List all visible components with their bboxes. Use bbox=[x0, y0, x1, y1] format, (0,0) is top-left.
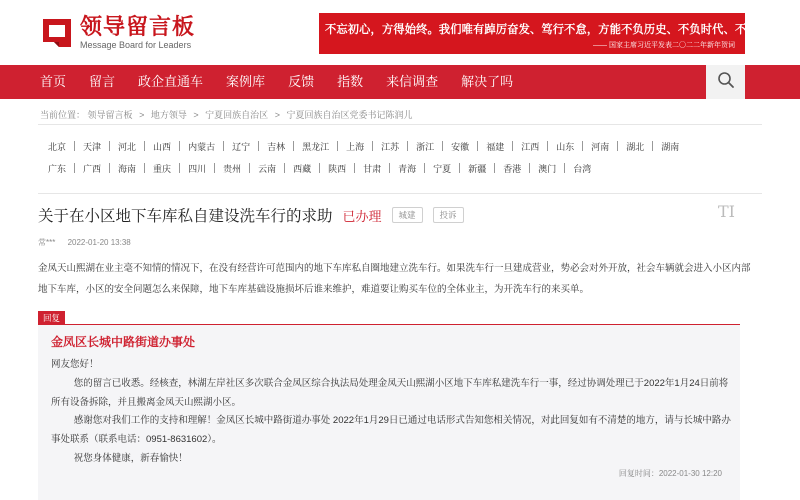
region-link[interactable]: 安徽 bbox=[451, 141, 470, 152]
region-link[interactable]: 湖北 bbox=[626, 141, 645, 152]
font-size-toggle[interactable]: TI bbox=[718, 202, 735, 221]
region-link[interactable]: 海南 bbox=[118, 163, 137, 174]
main-nav bbox=[0, 65, 800, 99]
region-link[interactable]: 广东 bbox=[48, 163, 67, 174]
banner-source: —— 国家主席习近平发表二〇二二年新年贺词 bbox=[593, 42, 735, 49]
site-logo[interactable] bbox=[40, 16, 195, 50]
reply-org: 金凤区长城中路街道办事处 bbox=[51, 335, 196, 349]
status-badge: 已办理 bbox=[342, 208, 382, 224]
top-header bbox=[0, 0, 800, 65]
nav-item-enterprise[interactable]: 政企直通车 bbox=[138, 74, 204, 89]
region-link[interactable]: 天津 bbox=[83, 141, 102, 152]
region-link[interactable]: 黑龙江 bbox=[302, 141, 330, 152]
region-link[interactable]: 四川 bbox=[188, 163, 207, 174]
nav-item-message[interactable]: 留言 bbox=[89, 74, 116, 89]
breadcrumb-separator: > bbox=[274, 110, 280, 120]
region-link[interactable]: 西藏 bbox=[293, 163, 312, 174]
message-title-row bbox=[38, 204, 464, 226]
nav-item-survey[interactable]: 来信调查 bbox=[386, 74, 439, 89]
logo-title: 领导留言板 bbox=[80, 14, 196, 39]
divider bbox=[38, 124, 762, 125]
message-body: 金凤天山熙湖在业主毫不知情的情况下，在没有经营许可范围内的地下车库私自圈地建立洗车行。如果洗车行一旦建成营业，势必会对外开放，社会车辆就会进入小区内部地下车库，小区的安全问题怎么来保障，地下车库基础设施损坏后谁来维护，难道要让购买车位的全体业主，为开洗车行的来买单。 bbox=[38, 263, 751, 295]
region-link[interactable]: 香港 bbox=[503, 163, 522, 174]
search-button[interactable] bbox=[706, 65, 745, 99]
region-link[interactable]: 甘肃 bbox=[363, 163, 382, 174]
type-tag[interactable]: 投诉 bbox=[433, 207, 464, 223]
message-title: 关于在小区地下车库私自建设洗车行的求助 bbox=[38, 208, 333, 225]
search-icon bbox=[717, 71, 735, 94]
reply-paragraph: 您的留言已收悉。经核查，林湖左岸社区多次联合金凤区综合执法局处理金凤天山熙湖小区地下车库私建洗车行一事，经过协调处理已于2022年1月24日前将所有设备拆除，并且搬离金凤天山熙湖小区。 bbox=[51, 377, 729, 408]
region-link[interactable]: 广西 bbox=[83, 163, 102, 174]
region-link[interactable]: 福建 bbox=[486, 141, 505, 152]
region-link[interactable]: 台湾 bbox=[573, 163, 592, 174]
region-link[interactable]: 新疆 bbox=[468, 163, 487, 174]
region-link[interactable]: 江苏 bbox=[381, 141, 400, 152]
region-selector bbox=[38, 135, 762, 185]
breadcrumb-item[interactable]: 地方领导 bbox=[150, 110, 187, 120]
reply-box bbox=[38, 325, 740, 500]
reply-body bbox=[51, 356, 731, 469]
nav-item-cases[interactable]: 案例库 bbox=[226, 74, 266, 89]
reply-time: 回复时间：2022-01-30 12:20 bbox=[618, 469, 722, 478]
region-link[interactable]: 山西 bbox=[153, 141, 172, 152]
region-link[interactable]: 湖南 bbox=[661, 141, 680, 152]
nav-item-feedback[interactable]: 反馈 bbox=[288, 74, 315, 89]
divider bbox=[38, 193, 762, 194]
breadcrumb bbox=[40, 108, 412, 121]
breadcrumb-item[interactable]: 领导留言板 bbox=[87, 110, 133, 120]
category-tag[interactable]: 城建 bbox=[392, 207, 423, 223]
region-link[interactable]: 北京 bbox=[48, 141, 67, 152]
region-link[interactable]: 山东 bbox=[556, 141, 575, 152]
region-link[interactable]: 上海 bbox=[346, 141, 365, 152]
banner-slogan: 不忘初心，方得始终。我们唯有踔厉奋发、笃行不怠，方能不负历史、不负时代、不负人民。 bbox=[325, 24, 792, 36]
message-meta bbox=[38, 237, 131, 248]
nav-item-index[interactable]: 指数 bbox=[337, 74, 364, 89]
region-row bbox=[38, 157, 591, 179]
breadcrumb-separator: > bbox=[193, 110, 199, 120]
nav-item-resolved[interactable]: 解决了吗 bbox=[461, 74, 514, 89]
region-link[interactable]: 河北 bbox=[118, 141, 137, 152]
breadcrumb-item[interactable]: 宁夏回族自治区 bbox=[205, 110, 269, 120]
region-link[interactable]: 宁夏 bbox=[433, 163, 452, 174]
logo-subtitle: Message Board for Leaders bbox=[80, 40, 192, 50]
post-date: 2022-01-20 13:38 bbox=[67, 238, 131, 247]
region-link[interactable]: 重庆 bbox=[153, 163, 172, 174]
region-link[interactable]: 江西 bbox=[521, 141, 540, 152]
author: 常*** bbox=[38, 238, 56, 247]
breadcrumb-prefix: 当前位置： bbox=[40, 110, 86, 120]
breadcrumb-separator: > bbox=[139, 110, 145, 120]
reply-greeting: 网友您好！ bbox=[51, 359, 99, 370]
region-row bbox=[38, 135, 679, 157]
region-link[interactable]: 辽宁 bbox=[232, 141, 251, 152]
reply-label: 回复 bbox=[38, 311, 65, 325]
slogan-banner bbox=[319, 13, 792, 54]
breadcrumb-item[interactable]: 宁夏回族自治区党委书记陈润儿 bbox=[286, 110, 413, 120]
region-link[interactable]: 陕西 bbox=[328, 163, 347, 174]
region-link[interactable]: 浙江 bbox=[416, 141, 435, 152]
reply-paragraph: 感谢您对我们工作的支持和理解！金凤区长城中路街道办事处 2022年1月29日已通过电话形式告知您相关情况，对此回复如有不清楚的地方，请与长城中路办事处联系（联系电话：0951-8631602）。 bbox=[51, 415, 731, 446]
region-link[interactable]: 吉林 bbox=[267, 141, 286, 152]
region-link[interactable]: 贵州 bbox=[223, 163, 242, 174]
logo-icon bbox=[40, 16, 74, 50]
region-link[interactable]: 澳门 bbox=[538, 163, 557, 174]
region-link[interactable]: 青海 bbox=[398, 163, 417, 174]
region-link[interactable]: 云南 bbox=[258, 163, 277, 174]
reply-paragraph: 祝您身体健康，新春愉快！ bbox=[73, 452, 188, 464]
nav-item-home[interactable]: 首页 bbox=[40, 74, 67, 89]
region-link[interactable]: 内蒙古 bbox=[188, 141, 216, 152]
region-link[interactable]: 河南 bbox=[591, 141, 610, 152]
